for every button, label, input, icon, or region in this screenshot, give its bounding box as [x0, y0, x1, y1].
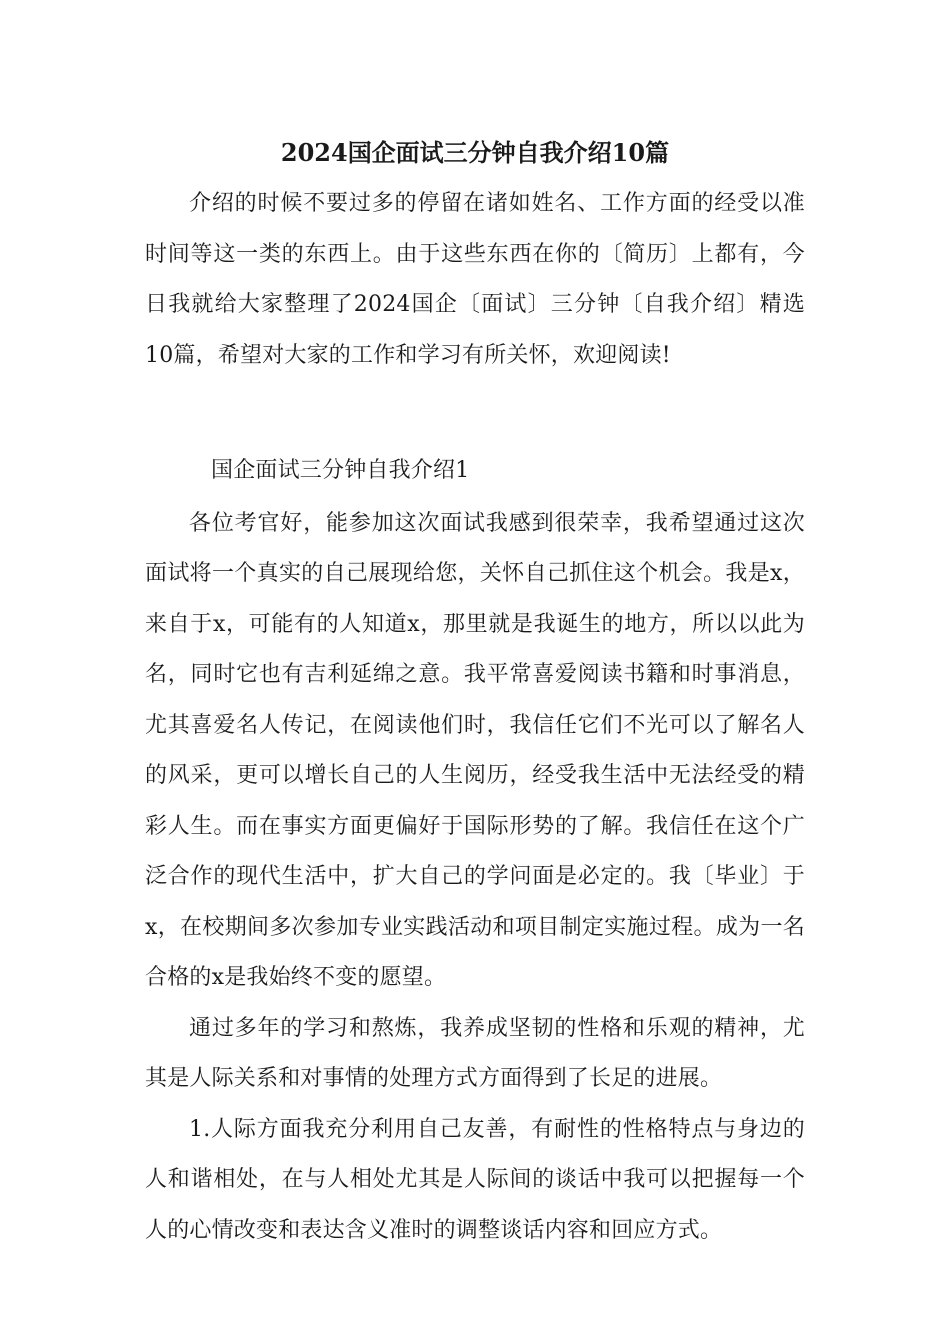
body-paragraph-3: 1.人际方面我充分利用自己友善，有耐性的性格特点与身边的人和谐相处，在与人相处尤其是人际间的谈话中我可以把握每一个人的心情改变和表达含义准时的调整谈话内容和回应方式。: [145, 1116, 805, 1243]
body-paragraph-1: 各位考官好，能参加这次面试我感到很荣幸，我希望通过这次面试将一个真实的自己展现给您，关怀自己抓住这个机会。我是x，来自于x，可能有的人知道x，那里就是我诞生的地方，所以以此为名，同时它也有吉利延绵之意。我平常喜爱阅读书籍和时事消息，尤其喜爱名人传记，在阅读他们时，我信任它们不光可以了解名人的风采，更可以增长自己的人生阅历，经受我生活中无法经受的精彩人生。而在事实方面更偏好于国际形势的了解。我信任在这个广泛合作的现代生活中，扩大自己的学问面是必定的。我〔毕业〕于x，在校期间多次参加专业实践活动和项目制定实施过程。成为一名合格的x是我始终不变的愿望。: [145, 510, 805, 990]
document-body: [145, 133, 805, 1256]
section-heading: 国企面试三分钟自我介绍1: [211, 458, 470, 483]
document-title: 2024国企面试三分钟自我介绍10篇: [280, 138, 670, 167]
blank-line: [145, 381, 805, 446]
body-paragraph-2: 通过多年的学习和熬炼，我养成坚韧的性格和乐观的精神，尤其是人际关系和对事情的处理方式方面得到了长足的进展。: [145, 1015, 805, 1091]
intro-paragraph: 介绍的时候不要过多的停留在诸如姓名、工作方面的经受以准时间等这一类的东西上。由于这些东西在你的〔简历〕上都有，今日我就给大家整理了2024国企〔面试〕三分钟〔自我介绍〕精选10篇，希望对大家的工作和学习有所关怀，欢迎阅读!: [145, 191, 805, 368]
